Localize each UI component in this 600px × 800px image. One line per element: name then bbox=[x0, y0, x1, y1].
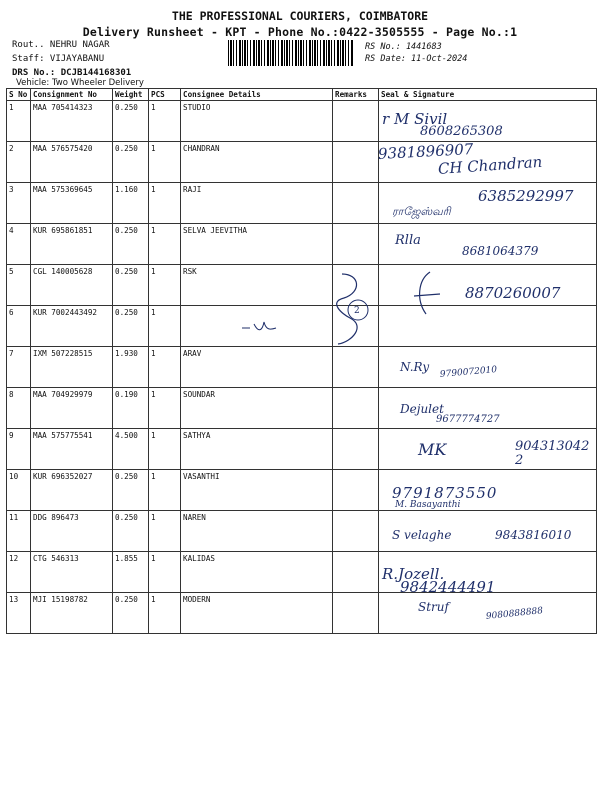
col-signature-header: Seal & Signature bbox=[379, 89, 597, 101]
cell-weight: 1.160 bbox=[113, 183, 149, 224]
cell-consignment: MAA 704929979 bbox=[31, 388, 113, 429]
cell-pcs: 1 bbox=[149, 306, 181, 347]
handwritten-phone: 9791873550 bbox=[392, 484, 498, 502]
rs-number: RS No.: 1441683 bbox=[365, 42, 442, 52]
table-row bbox=[7, 101, 597, 142]
cell-consignee: ARAV bbox=[181, 347, 333, 388]
table-row bbox=[7, 306, 597, 347]
cell-weight: 0.250 bbox=[113, 265, 149, 306]
cell-consignee: NAREN bbox=[181, 511, 333, 552]
cell-sno: 2 bbox=[7, 142, 31, 183]
handwritten-signature: ராஜேஸ்வரி bbox=[392, 205, 451, 218]
handwritten-scribble bbox=[412, 270, 442, 320]
handwritten-signature: R.Jozell. bbox=[382, 565, 445, 583]
company-title: THE PROFESSIONAL COURIERS, COIMBATORE bbox=[171, 9, 429, 23]
cell-weight: 1.855 bbox=[113, 552, 149, 593]
cell-pcs: 1 bbox=[149, 265, 181, 306]
col-consignee-header: Consignee Details bbox=[181, 89, 333, 101]
cell-weight: 0.250 bbox=[113, 101, 149, 142]
cell-sno: 10 bbox=[7, 470, 31, 511]
staff-label: Staff: VIJAYABANU bbox=[12, 54, 105, 64]
cell-remarks bbox=[333, 511, 379, 552]
cell-consignment: CTG 546313 bbox=[31, 552, 113, 593]
cell-remarks bbox=[333, 224, 379, 265]
cell-consignment: MAA 575775541 bbox=[31, 429, 113, 470]
cell-weight: 0.250 bbox=[113, 470, 149, 511]
cell-consignment: CGL 140005628 bbox=[31, 265, 113, 306]
cell-remarks bbox=[333, 593, 379, 634]
cell-remarks bbox=[333, 388, 379, 429]
svg-text:2: 2 bbox=[354, 306, 360, 316]
cell-sno: 4 bbox=[7, 224, 31, 265]
cell-weight: 0.250 bbox=[113, 306, 149, 347]
cell-sno: 7 bbox=[7, 347, 31, 388]
cell-consignee: STUDIO bbox=[181, 101, 333, 142]
table-row bbox=[7, 552, 597, 593]
handwritten-scribble bbox=[320, 270, 380, 350]
handwritten-phone: 9381896907 bbox=[377, 140, 474, 163]
cell-sno: 11 bbox=[7, 511, 31, 552]
handwritten-phone: 9790072010 bbox=[439, 365, 498, 380]
vehicle-label: Vehicle: Two Wheeler Delivery bbox=[16, 78, 144, 88]
cell-weight: 0.250 bbox=[113, 224, 149, 265]
cell-sno: 6 bbox=[7, 306, 31, 347]
col-consignment-header: Consignment No bbox=[31, 89, 113, 101]
cell-remarks bbox=[333, 142, 379, 183]
cell-pcs: 1 bbox=[149, 593, 181, 634]
handwritten-signature: CH Chandran bbox=[437, 152, 543, 178]
cell-remarks bbox=[333, 429, 379, 470]
cell-consignment: IXM 507228515 bbox=[31, 347, 113, 388]
cell-consignee: KALIDAS bbox=[181, 552, 333, 593]
cell-remarks bbox=[333, 552, 379, 593]
cell-consignee: VASANTHI bbox=[181, 470, 333, 511]
cell-consignment: MJI 15198782 bbox=[31, 593, 113, 634]
cell-consignee: SOUNDAR bbox=[181, 388, 333, 429]
cell-pcs: 1 bbox=[149, 388, 181, 429]
runsheet-subtitle: Delivery Runsheet - KPT - Phone No.:0422-3505555 - Page No.:1 bbox=[82, 25, 518, 39]
rs-date: RS Date: 11-Oct-2024 bbox=[365, 54, 468, 64]
handwritten-signature: M. Basayanthi bbox=[395, 500, 461, 510]
cell-weight: 0.250 bbox=[113, 511, 149, 552]
cell-consignee: RAJI bbox=[181, 183, 333, 224]
cell-consignee: CHANDRAN bbox=[181, 142, 333, 183]
cell-weight: 1.930 bbox=[113, 347, 149, 388]
cell-weight: 0.250 bbox=[113, 142, 149, 183]
handwritten-scribble bbox=[240, 318, 280, 336]
handwritten-phone: 8681064379 bbox=[462, 244, 539, 258]
cell-pcs: 1 bbox=[149, 470, 181, 511]
cell-consignment: KUR 7002443492 bbox=[31, 306, 113, 347]
handwritten-phone: 9080888888 bbox=[485, 606, 544, 622]
cell-consignment: MAA 575369645 bbox=[31, 183, 113, 224]
handwritten-signature: Struf bbox=[418, 600, 449, 614]
cell-consignee: SELVA JEEVITHA bbox=[181, 224, 333, 265]
cell-weight: 0.190 bbox=[113, 388, 149, 429]
handwritten-signature: Dejulet bbox=[400, 402, 444, 416]
handwritten-phone: 6385292997 bbox=[478, 187, 574, 205]
cell-pcs: 1 bbox=[149, 224, 181, 265]
cell-consignment: KUR 696352027 bbox=[31, 470, 113, 511]
handwritten-phone: 9677774727 bbox=[436, 414, 500, 425]
drs-label: DRS No.: DCJB144168301 bbox=[12, 68, 132, 78]
handwritten-signature: MK bbox=[418, 440, 447, 459]
handwritten-signature: r M Sivil bbox=[382, 110, 448, 128]
table-row bbox=[7, 470, 597, 511]
cell-sno: 5 bbox=[7, 265, 31, 306]
cell-pcs: 1 bbox=[149, 142, 181, 183]
cell-sno: 1 bbox=[7, 101, 31, 142]
col-remarks-header: Remarks bbox=[333, 89, 379, 101]
cell-pcs: 1 bbox=[149, 552, 181, 593]
cell-consignment: DDG 896473 bbox=[31, 511, 113, 552]
cell-weight: 0.250 bbox=[113, 593, 149, 634]
cell-consignment: MAA 576575420 bbox=[31, 142, 113, 183]
cell-sno: 8 bbox=[7, 388, 31, 429]
barcode bbox=[228, 40, 354, 66]
handwritten-phone: 9043130422 bbox=[515, 439, 590, 468]
handwritten-phone: 8608265308 bbox=[420, 124, 503, 139]
cell-consignee: RSK bbox=[181, 265, 333, 306]
handwritten-phone: 9842444491 bbox=[400, 578, 496, 596]
handwritten-phone: 8870260007 bbox=[465, 284, 561, 302]
cell-consignee: MODERN bbox=[181, 593, 333, 634]
cell-remarks bbox=[333, 101, 379, 142]
col-sno-header: S No bbox=[7, 89, 31, 101]
cell-consignment: KUR 695861851 bbox=[31, 224, 113, 265]
cell-pcs: 1 bbox=[149, 347, 181, 388]
handwritten-signature: S velaghe bbox=[392, 528, 452, 542]
table-row bbox=[7, 388, 597, 429]
cell-pcs: 1 bbox=[149, 511, 181, 552]
handwritten-signature: N.Ry bbox=[400, 360, 430, 374]
cell-consignment: MAA 705414323 bbox=[31, 101, 113, 142]
cell-consignee: SATHYA bbox=[181, 429, 333, 470]
cell-sno: 12 bbox=[7, 552, 31, 593]
cell-remarks bbox=[333, 347, 379, 388]
cell-remarks bbox=[333, 470, 379, 511]
col-weight-header: Weight bbox=[113, 89, 149, 101]
col-pcs-header: PCS bbox=[149, 89, 181, 101]
table-row bbox=[7, 429, 597, 470]
cell-weight: 4.500 bbox=[113, 429, 149, 470]
route-label: Rout.. NEHRU NAGAR bbox=[12, 40, 110, 50]
table-header-row bbox=[7, 89, 597, 101]
cell-pcs: 1 bbox=[149, 183, 181, 224]
cell-pcs: 1 bbox=[149, 101, 181, 142]
cell-sno: 13 bbox=[7, 593, 31, 634]
table-row bbox=[7, 347, 597, 388]
cell-pcs: 1 bbox=[149, 429, 181, 470]
cell-sno: 3 bbox=[7, 183, 31, 224]
handwritten-phone: 9843816010 bbox=[495, 528, 572, 542]
cell-sno: 9 bbox=[7, 429, 31, 470]
cell-remarks bbox=[333, 183, 379, 224]
handwritten-signature: Rlla bbox=[395, 233, 421, 248]
